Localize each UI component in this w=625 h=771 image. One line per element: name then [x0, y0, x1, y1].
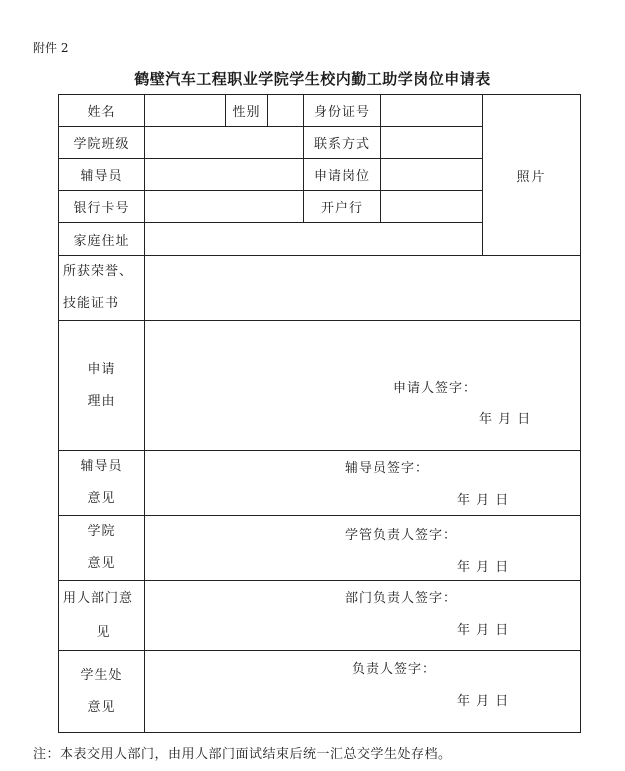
row-honors: [59, 256, 581, 321]
home-address-field[interactable]: [145, 223, 483, 256]
department-opinion-label-line1: 用人部门意: [63, 590, 134, 606]
honors-label: [59, 256, 145, 321]
name-label: 姓名: [59, 95, 145, 127]
reason-field[interactable]: [145, 321, 581, 451]
photo-box: 照片: [483, 95, 581, 256]
student-office-opinion-label-line2: 意见: [87, 699, 116, 715]
college-class-field[interactable]: [145, 127, 304, 159]
college-date-label: 年 月 日: [457, 560, 510, 575]
attachment-label: 附件 2: [33, 41, 69, 55]
department-signature-label: 部门负责人签字：: [345, 591, 458, 606]
counselor-opinion-field[interactable]: [145, 451, 581, 516]
counselor-date-label: 年 月 日: [457, 493, 510, 508]
department-opinion-field[interactable]: [145, 581, 581, 651]
counselor-signature-label: 辅导员签字：: [345, 461, 430, 476]
honors-label-line1: 所获荣誉、: [63, 264, 134, 279]
row-student-office-opinion: [59, 651, 581, 733]
applicant-signature-label: 申请人签字：: [393, 381, 478, 396]
applied-post-label: 申请岗位: [304, 159, 381, 191]
gender-field[interactable]: [268, 95, 304, 127]
student-office-opinion-label: [59, 651, 145, 733]
row-counselor-opinion: [59, 451, 581, 516]
student-office-opinion-field[interactable]: [145, 651, 581, 733]
bank-card-label: 银行卡号: [59, 191, 145, 223]
row-name: [59, 95, 581, 127]
reason-label: [59, 321, 145, 451]
department-opinion-label: [59, 581, 145, 651]
college-opinion-label-line1: 学院: [87, 524, 116, 539]
bank-card-field[interactable]: [145, 191, 304, 223]
bank-label: 开户行: [304, 191, 381, 223]
reason-label-line1: 申请: [87, 361, 116, 377]
college-opinion-label: [59, 516, 145, 581]
counselor-opinion-label-line1: 辅导员: [80, 459, 123, 474]
department-opinion-label-line2: 见: [96, 624, 111, 640]
form-title: 鹤壁汽车工程职业学院学生校内勤工助学岗位申请表: [134, 70, 491, 88]
home-address-label: 家庭住址: [59, 223, 145, 256]
student-office-date-label: 年 月 日: [457, 694, 510, 709]
name-field[interactable]: [145, 95, 226, 127]
counselor-opinion-label: [59, 451, 145, 516]
college-opinion-field[interactable]: [145, 516, 581, 581]
contact-field[interactable]: [381, 127, 483, 159]
college-signature-label: 学管负责人签字：: [345, 528, 458, 543]
footnote: 注：本表交用人部门，由用人部门面试结束后统一汇总交学生处存档。: [33, 747, 452, 762]
counselor-field[interactable]: [145, 159, 304, 191]
contact-label: 联系方式: [304, 127, 381, 159]
department-date-label: 年 月 日: [457, 623, 510, 638]
counselor-opinion-label-line2: 意见: [87, 491, 116, 506]
honors-field[interactable]: [145, 256, 581, 321]
application-form-table: [58, 94, 581, 733]
id-number-field[interactable]: [381, 95, 483, 127]
honors-label-line2: 技能证书: [63, 296, 120, 311]
row-reason: [59, 321, 581, 451]
student-office-opinion-label-line1: 学生处: [80, 667, 123, 683]
reason-date-label: 年 月 日: [479, 412, 532, 427]
bank-field[interactable]: [381, 191, 483, 223]
college-opinion-label-line2: 意见: [87, 556, 116, 571]
row-department-opinion: [59, 581, 581, 651]
counselor-label: 辅导员: [59, 159, 145, 191]
reason-label-line2: 理由: [87, 393, 116, 409]
id-number-label: 身份证号: [304, 95, 381, 127]
college-class-label: 学院班级: [59, 127, 145, 159]
student-office-signature-label: 负责人签字：: [352, 662, 437, 677]
row-college-opinion: [59, 516, 581, 581]
gender-label: 性别: [226, 95, 268, 127]
applied-post-field[interactable]: [381, 159, 483, 191]
